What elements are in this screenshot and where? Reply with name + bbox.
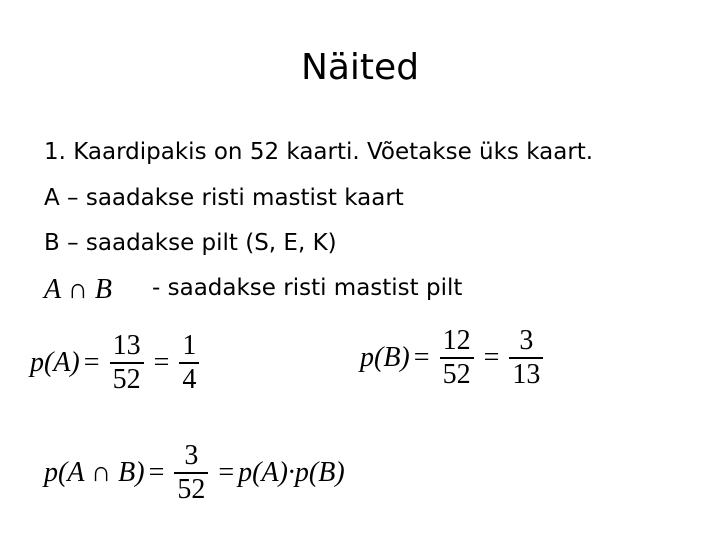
- intersection-expression: A ∩ B: [44, 274, 112, 305]
- equals-sign: =: [83, 347, 100, 378]
- probability-b-lhs: p(B): [360, 342, 410, 373]
- probability-intersection-equation: [44, 440, 345, 506]
- equals-sign: =: [153, 347, 170, 378]
- equals-sign: =: [483, 342, 500, 373]
- equals-sign: =: [148, 457, 165, 488]
- equals-sign: =: [218, 457, 235, 488]
- fraction-denominator: 4: [179, 362, 199, 396]
- event-a-definition: A – saadakse risti mastist kaart: [44, 185, 404, 211]
- fraction-3-52: [174, 440, 208, 506]
- fraction-13-52: [110, 330, 144, 396]
- fraction-3-13: [509, 325, 543, 391]
- fraction-numerator: 12: [442, 325, 471, 356]
- fraction-numerator: 3: [519, 325, 534, 356]
- fraction-denominator: 52: [110, 362, 144, 396]
- fraction-numerator: 1: [182, 330, 197, 361]
- intersection-definition: - saadakse risti mastist pilt: [152, 275, 463, 301]
- probability-a-lhs: p(A): [30, 347, 80, 378]
- slide-title: Näited: [300, 47, 420, 88]
- equals-sign: =: [413, 342, 430, 373]
- fraction-12-52: [440, 325, 474, 391]
- event-b-definition: B – saadakse pilt (S, E, K): [44, 230, 337, 256]
- probability-b-equation: [360, 325, 549, 391]
- fraction-numerator: 13: [112, 330, 141, 361]
- probability-a-equation: [30, 330, 205, 396]
- probability-intersection-lhs: p(A ∩ B): [44, 457, 145, 488]
- example-line-1: 1. Kaardipakis on 52 kaarti. Võetakse üks kaart.: [44, 139, 594, 165]
- fraction-denominator: 13: [509, 357, 543, 391]
- fraction-numerator: 3: [184, 440, 199, 471]
- fraction-1-4: [179, 330, 199, 396]
- product-expression: p(A)·p(B): [238, 457, 345, 488]
- fraction-denominator: 52: [440, 357, 474, 391]
- fraction-denominator: 52: [174, 472, 208, 506]
